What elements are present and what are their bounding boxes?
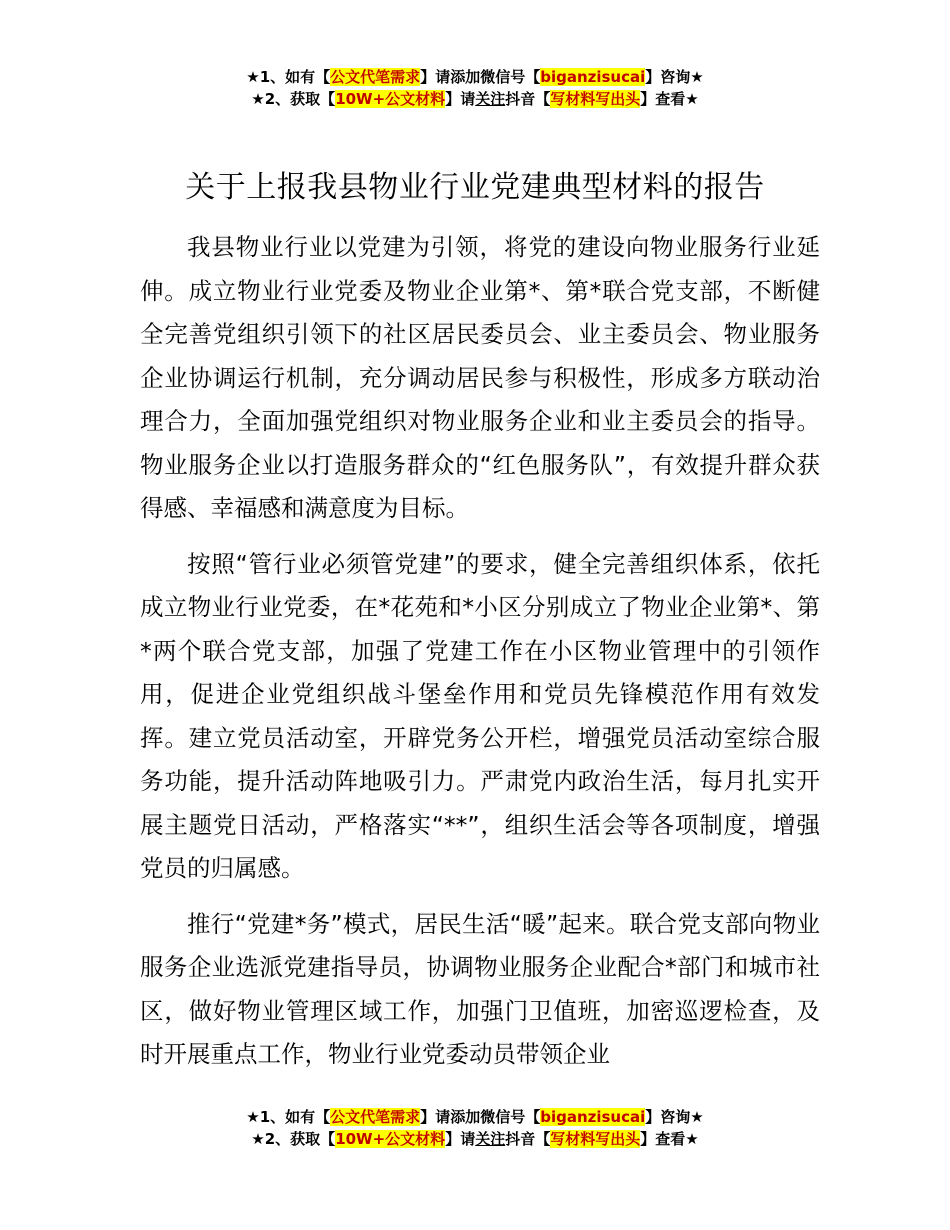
- promo-text: 】查看★: [640, 90, 699, 108]
- promo-text: 】咨询★: [645, 1108, 704, 1126]
- star-icon: ★: [246, 68, 260, 86]
- promo-text: 】请添加微信号【: [420, 1108, 541, 1126]
- body-paragraph-1: 我县物业行业以党建为引领，将党的建设向物业服务行业延伸。成立物业行业党委及物业企业第*、第*联合党支部，不断健全完善党组织引领下的社区居民委员会、业主委员会、物业服务企业协调运行机制，充分调动居民参与积极性，形成多方联动治理合力，全面加强党组织对物业服务企业和业主委员会的指导。物业服务企业以打造服务群众的“红色服务队”，有效提升群众获得感、幸福感和满意度为目标。: [140, 233, 820, 522]
- follow-text: 关注: [475, 90, 506, 108]
- header-promo-line-2: [0, 88, 950, 110]
- highlight-wechat-id: biganzisucai: [540, 68, 646, 86]
- follow-text: 关注: [475, 1130, 506, 1148]
- footer-promo-banner: [0, 1106, 950, 1150]
- promo-text: 】请: [445, 90, 476, 108]
- highlight-materials: 10W+公文材料: [335, 90, 446, 108]
- promo-text: 2、获取【: [264, 90, 336, 108]
- star-icon: ★: [251, 90, 265, 108]
- highlight-ghostwriting-service: 公文代笔需求: [330, 1108, 421, 1126]
- highlight-douyin-account: 写材料写出头: [550, 90, 641, 108]
- header-promo-banner: [0, 66, 950, 110]
- promo-text: 抖音【: [505, 90, 551, 108]
- promo-text: 】请: [445, 1130, 476, 1148]
- body-paragraph-2: 按照“管行业必须管党建”的要求，健全完善组织体系，依托成立物业行业党委，在*花苑和*小区分别成立了物业企业第*、第*两个联合党支部，加强了党建工作在小区物业管理中的引领作用，促进企业党组织战斗堡垒作用和党员先锋模范作用有效发挥。建立党员活动室，开辟党务公开栏，增强党员活动室综合服务功能，提升活动阵地吸引力。严肃党内政治生活，每月扎实开展主题党日活动，严格落实“**”，组织生活会等各项制度，增强党员的归属感。: [140, 549, 820, 882]
- highlight-ghostwriting-service: 公文代笔需求: [330, 68, 421, 86]
- document-body: [140, 226, 820, 1089]
- highlight-wechat-id: biganzisucai: [540, 1108, 646, 1126]
- star-icon: ★: [251, 1130, 265, 1148]
- document-title: 关于上报我县物业行业党建典型材料的报告: [185, 170, 765, 205]
- highlight-materials: 10W+公文材料: [335, 1130, 446, 1148]
- promo-text: 2、获取【: [264, 1130, 336, 1148]
- promo-text: 1、如有【: [259, 1108, 331, 1126]
- promo-text: 】请添加微信号【: [420, 68, 541, 86]
- footer-promo-line-2: [0, 1128, 950, 1150]
- promo-text: 1、如有【: [259, 68, 331, 86]
- promo-text: 】查看★: [640, 1130, 699, 1148]
- footer-promo-line-1: [0, 1106, 950, 1128]
- promo-text: 抖音【: [505, 1130, 551, 1148]
- promo-text: 】咨询★: [645, 68, 704, 86]
- body-paragraph-3: 推行“党建*务”模式，居民生活“暖”起来。联合党支部向物业服务企业选派党建指导员，协调物业服务企业配合*部门和城市社区，做好物业管理区域工作，加强门卫值班，加密巡逻检查，及时开展重点工作，物业行业党委动员带领企业: [140, 909, 820, 1068]
- star-icon: ★: [246, 1108, 260, 1126]
- highlight-douyin-account: 写材料写出头: [550, 1130, 641, 1148]
- header-promo-line-1: [0, 66, 950, 88]
